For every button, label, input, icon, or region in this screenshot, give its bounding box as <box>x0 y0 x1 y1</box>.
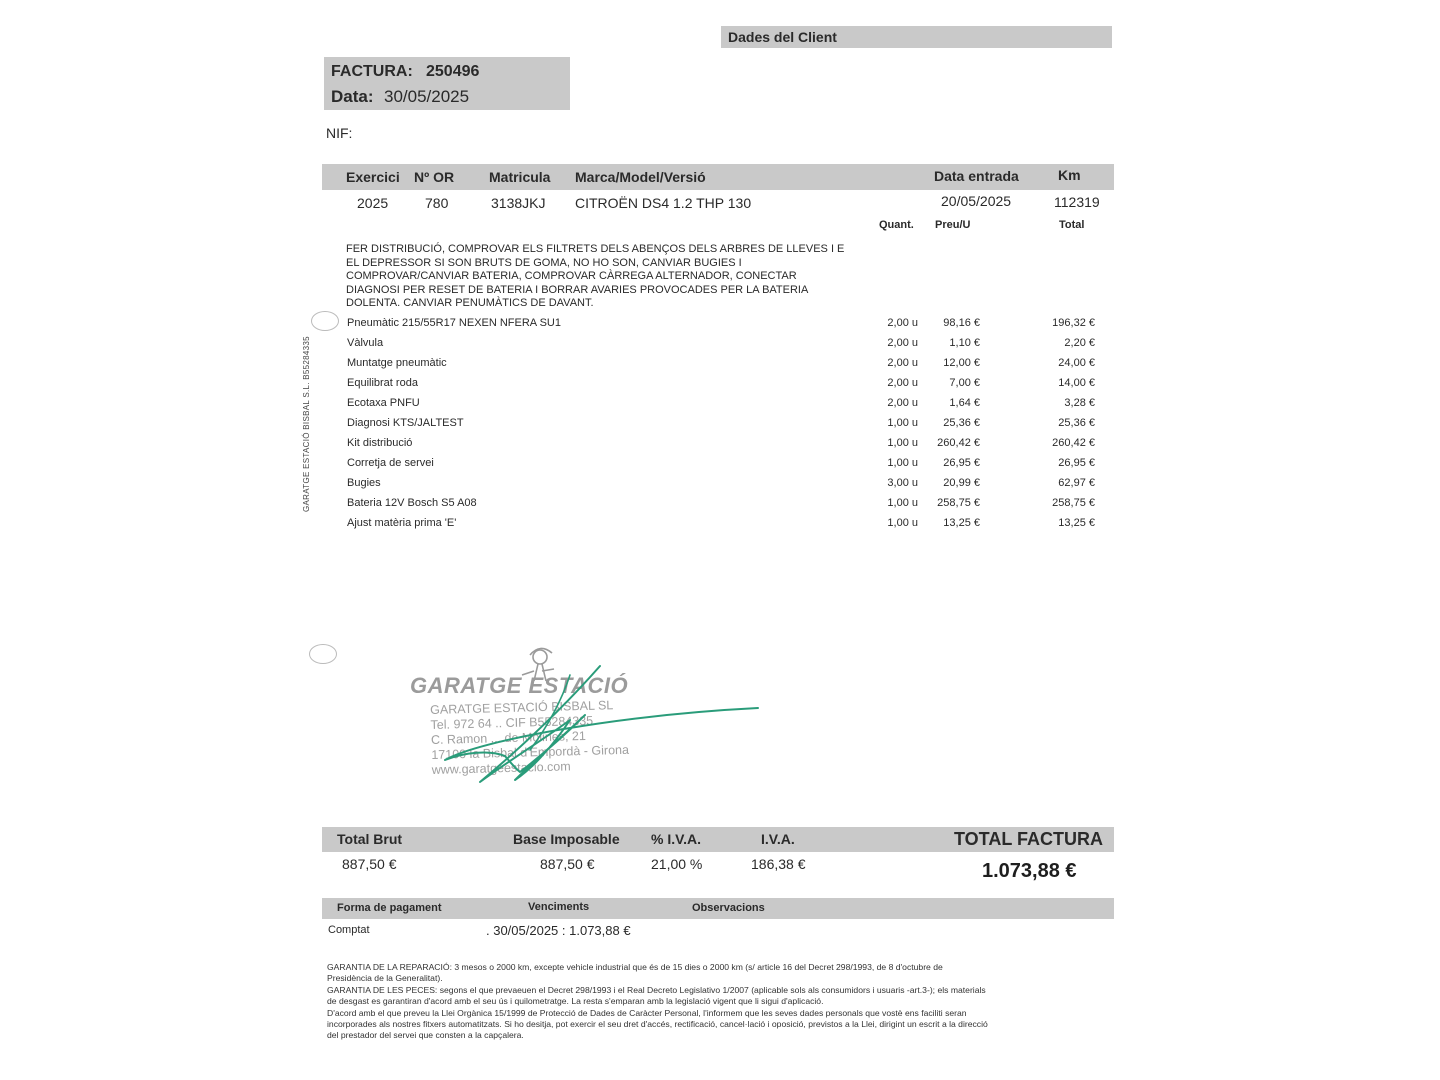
totals-header-bar <box>322 827 1114 852</box>
table-row <box>0 357 1095 377</box>
invoice-lines <box>0 317 1200 537</box>
line-total: 258,75 € <box>1052 497 1095 509</box>
table-row <box>0 457 1095 477</box>
line-total: 25,36 € <box>1058 417 1095 429</box>
header-total-factura: TOTAL FACTURA <box>954 829 1103 849</box>
legal-line: GARANTIA DE LA REPARACIÓ: 3 mesos o 2000 km, excepte vehicle industrial que és de 15 dies o 2000 km (s/ article 16 del Decret 298/1993, de 8 d'octubre de <box>327 962 943 972</box>
client-data-box <box>721 26 1112 48</box>
line-total: 260,42 € <box>1052 437 1095 449</box>
description-line: EL DEPRESSOR SI SON BRUTS DE GOMA, NO HO SON, CANVIAR BUGIES I <box>346 256 742 269</box>
line-description: Bateria 12V Bosch S5 A08 <box>347 497 477 509</box>
header-matricula: Matricula <box>489 169 551 185</box>
line-quantity: 1,00 u <box>887 417 918 429</box>
value-matricula: 3138JKJ <box>491 195 546 211</box>
description-line: FER DISTRIBUCIÓ, COMPROVAR ELS FILTRETS DELS ABENÇOS DELS ARBRES DE LLEVES I E <box>346 243 845 255</box>
line-quantity: 2,00 u <box>887 317 918 329</box>
line-unit-price: 13,25 € <box>943 517 980 529</box>
stamp-logo: GARATGE ESTACIÓ <box>410 673 629 698</box>
table-row <box>0 497 1095 517</box>
header-exercici: Exercici <box>346 169 400 185</box>
line-description: Vàlvula <box>347 337 384 349</box>
line-description: Bugies <box>347 477 381 489</box>
line-description: Corretja de servei <box>347 457 434 469</box>
line-description: Ajust matèria prima 'E' <box>347 517 457 529</box>
description-line: COMPROVAR/CANVIAR BATERIA, COMPROVAR CÀRREGA ALTERNADOR, CONECTAR <box>346 270 797 282</box>
value-iva-percent: 21,00 % <box>651 856 703 872</box>
header-km: Km <box>1058 167 1081 183</box>
nif-label: NIF: <box>326 125 353 141</box>
column-quant: Quant. <box>879 219 914 231</box>
column-total: Total <box>1059 219 1085 231</box>
stamp-line: 17100 la Bisbal d'Empordà - Girona <box>431 742 630 762</box>
line-unit-price: 7,00 € <box>949 377 980 389</box>
line-unit-price: 98,16 € <box>943 317 980 329</box>
stamp-line: www.garatgeestacio.com <box>431 759 571 777</box>
line-quantity: 2,00 u <box>887 397 918 409</box>
line-unit-price: 258,75 € <box>937 497 980 509</box>
line-quantity: 1,00 u <box>887 437 918 449</box>
line-quantity: 1,00 u <box>887 457 918 469</box>
header-data-entrada: Data entrada <box>934 168 1019 184</box>
header-venciments: Venciments <box>528 901 590 913</box>
description-line: DIAGNOSI PER RESET DE BATERIA I BORRAR AVARIES PROVOCADES PER LA BATERIA <box>346 283 809 296</box>
line-total: 13,25 € <box>1058 517 1095 529</box>
punch-hole <box>309 644 337 664</box>
header-iva-percent: % I.V.A. <box>651 831 702 847</box>
line-description: Diagnosi KTS/JALTEST <box>347 417 464 429</box>
line-total: 26,95 € <box>1058 457 1095 469</box>
line-unit-price: 12,00 € <box>943 357 980 369</box>
line-quantity: 1,00 u <box>887 497 918 509</box>
line-total: 3,28 € <box>1064 397 1095 409</box>
line-unit-price: 26,95 € <box>943 457 980 469</box>
header-total-brut: Total Brut <box>337 831 403 847</box>
table-row <box>0 477 1095 497</box>
invoice-number-label: FACTURA: <box>331 63 413 80</box>
value-base-imposable: 887,50 € <box>540 856 595 872</box>
header-marca: Marca/Model/Versió <box>575 169 706 185</box>
line-total: 62,97 € <box>1058 477 1095 489</box>
legal-line: Presidència de la Generalitat). <box>327 973 443 984</box>
legal-line: incorporades als nostres fitxers automatitzats. Si ho desitja, pot exercir el seu dret d'accés, rectificació, cancel·lació i oposició, previstos a la Llei, dirigint un escrit a la direcció <box>327 1019 988 1030</box>
value-total-brut: 887,50 € <box>342 856 397 872</box>
line-unit-price: 260,42 € <box>937 437 980 449</box>
line-total: 196,32 € <box>1052 317 1095 329</box>
table-row <box>0 517 1095 537</box>
value-marca: CITROËN DS4 1.2 THP 130 <box>575 195 752 211</box>
legal-text <box>327 962 988 1042</box>
table-row <box>0 337 1095 357</box>
line-description: Pneumàtic 215/55R17 NEXEN NFERA SU1 <box>347 317 561 329</box>
invoice-date-label: Data: <box>331 87 374 106</box>
legal-line: D'acord amb el que preveu la Llei Orgànica 15/1999 de Protecció de Dades de Caràcter Personal, l'informem que les seves dades personals que vostè ens faciliti seran <box>327 1007 967 1018</box>
line-quantity: 1,00 u <box>887 517 918 529</box>
table-row <box>0 417 1095 437</box>
stamp-line: C. Ramon ... de Molines, 21 <box>430 728 587 747</box>
vehicle-header-bar <box>322 164 1114 190</box>
table-row <box>0 377 1095 397</box>
header-base-imposable: Base Imposable <box>513 831 620 847</box>
value-iva: 186,38 € <box>751 856 806 872</box>
stamp-line: Tel. 972 64 .. CIF B55284335 <box>430 713 594 732</box>
client-data-label: Dades del Client <box>728 29 837 45</box>
side-company-text: GARATGE ESTACIÓ BISBAL S.L. B55284335 <box>302 336 311 512</box>
description-line: DOLENTA. CANVIAR PENUMÀTICS DE DAVANT. <box>346 297 594 309</box>
line-quantity: 2,00 u <box>887 337 918 349</box>
line-quantity: 2,00 u <box>887 357 918 369</box>
line-total: 14,00 € <box>1058 377 1095 389</box>
value-exercici: 2025 <box>357 195 389 211</box>
value-or: 780 <box>425 195 449 211</box>
legal-line: de desgast es garantiran d'acord amb el seu ús i quilometratge. La resta s'emparan amb la legislació vigent que li sigui d'aplicació. <box>327 996 824 1007</box>
line-total: 2,20 € <box>1064 337 1095 349</box>
line-unit-price: 25,36 € <box>943 417 980 429</box>
work-description <box>346 243 844 311</box>
column-preu: Preu/U <box>935 219 971 231</box>
legal-line: del prestador del servei que consten a la capçalera. <box>327 1030 524 1041</box>
legal-line: GARANTIA DE LES PECES: segons el que prevaeuen el Decret 298/1993 i el Real Decreto Legislativo 1/2007 (aplicable sols als consumidors i usuaris -art.3-); els materials <box>327 984 986 995</box>
signature <box>420 660 760 785</box>
invoice-date: 30/05/2025 <box>384 87 470 106</box>
header-forma-pagament: Forma de pagament <box>337 902 442 914</box>
header-or: Nº OR <box>414 169 455 185</box>
line-unit-price: 1,64 € <box>949 397 980 409</box>
invoice-number: 250496 <box>426 63 480 80</box>
line-unit-price: 1,10 € <box>949 337 980 349</box>
header-observacions: Observacions <box>692 902 765 914</box>
line-description: Ecotaxa PNFU <box>347 397 420 409</box>
value-venciments: . 30/05/2025 : 1.073,88 € <box>486 923 631 938</box>
table-row <box>0 437 1095 457</box>
line-description: Kit distribució <box>347 437 413 449</box>
value-total-factura: 1.073,88 € <box>982 860 1077 882</box>
invoice-header-box <box>324 57 570 110</box>
stamp-line: GARATGE ESTACIÓ BISBAL SL <box>430 698 614 717</box>
company-stamp <box>400 645 760 795</box>
payment-header-bar <box>322 898 1114 919</box>
table-row <box>0 397 1095 417</box>
line-description: Equilibrat roda <box>347 377 418 389</box>
value-km: 112319 <box>1054 194 1100 210</box>
line-quantity: 3,00 u <box>887 477 918 489</box>
value-forma-pagament: Comptat <box>328 924 370 936</box>
line-unit-price: 20,99 € <box>943 477 980 489</box>
line-description: Muntatge pneumàtic <box>347 357 447 369</box>
line-total: 24,00 € <box>1058 357 1095 369</box>
line-quantity: 2,00 u <box>887 377 918 389</box>
value-data-entrada: 20/05/2025 <box>941 193 1012 209</box>
table-row <box>0 317 1095 337</box>
header-iva: I.V.A. <box>761 831 795 847</box>
